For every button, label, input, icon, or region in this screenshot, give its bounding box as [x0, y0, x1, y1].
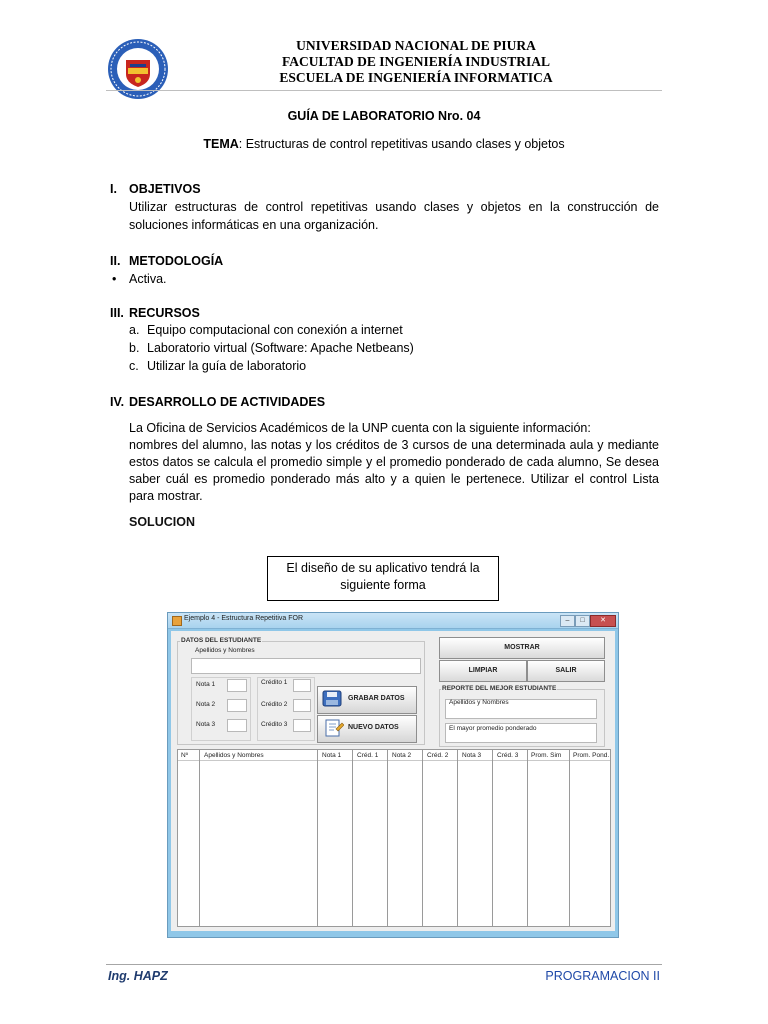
callout-line-2: siguiente forma	[340, 578, 426, 592]
recurso-item-c: Utilizar la guía de laboratorio	[147, 359, 307, 373]
column-apellidos	[200, 750, 318, 926]
guide-title: GUÍA DE LABORATORIO Nro. 04	[287, 109, 481, 123]
java-app-icon	[172, 616, 182, 626]
desarrollo-line-4: saber cuál es promedio ponderado más alto y a quien le pertenece. Utilizar el control Lista	[129, 472, 659, 486]
column-numero	[178, 750, 200, 926]
column-prom-pond	[570, 750, 610, 926]
new-document-icon	[322, 719, 344, 737]
university-name: UNIVERSIDAD NACIONAL DE PIURA	[296, 38, 536, 53]
nota1-label: Nota 1	[196, 681, 216, 688]
mostrar-button[interactable]: MOSTRAR	[439, 637, 605, 659]
credito3-input[interactable]	[293, 719, 311, 732]
recurso-item-b: Laboratorio virtual (Software: Apache Netbeans)	[147, 341, 414, 355]
desarrollo-line-5: para mostrar.	[129, 489, 203, 503]
limpiar-button[interactable]: LIMPIAR	[439, 660, 527, 682]
apellidos-label: Apellidos y Nombres	[195, 647, 255, 654]
credito3-label: Crédito 3	[261, 721, 288, 728]
section-title-objetivos: OBJETIVOS	[129, 182, 201, 196]
salir-button[interactable]: SALIR	[527, 660, 605, 682]
nuevo-datos-label: NUEVO DATOS	[348, 724, 399, 731]
credito2-input[interactable]	[293, 699, 311, 712]
column-header-cred2: Créd. 2	[427, 752, 449, 759]
app-window	[167, 612, 619, 938]
datos-estudiante-title: DATOS DEL ESTUDIANTE	[181, 637, 262, 644]
grabar-datos-button[interactable]	[317, 686, 417, 714]
column-header-apellidos: Apellidos y Nombres	[204, 752, 264, 759]
recurso-marker-b: b.	[129, 341, 140, 355]
apellidos-input[interactable]	[191, 658, 421, 674]
section-number-objetivos: I.	[110, 182, 117, 196]
column-nota2	[388, 750, 423, 926]
section-number-recursos: III.	[110, 306, 124, 320]
save-disk-icon	[322, 690, 344, 708]
footer-course: PROGRAMACION II	[545, 969, 660, 983]
column-nota1	[318, 750, 353, 926]
column-header-numero: Nº	[181, 752, 189, 759]
credito1-input[interactable]	[293, 679, 311, 692]
column-header-prom-sim: Prom. Sim	[531, 752, 562, 759]
students-list[interactable]	[177, 749, 611, 927]
callout-line-1: El diseño de su aplicativo tendrá la	[286, 561, 480, 575]
column-header-cred3: Créd. 3	[497, 752, 519, 759]
minimize-icon[interactable]: –	[560, 615, 575, 627]
footer-divider	[106, 964, 662, 965]
column-header-nota1: Nota 1	[322, 752, 342, 759]
reporte-title: REPORTE DEL MEJOR ESTUDIANTE	[442, 685, 557, 692]
section-title-desarrollo: DESARROLLO DE ACTIVIDADES	[129, 395, 326, 409]
column-header-prom-pond: Prom. Pond.	[573, 752, 610, 759]
desarrollo-line-2: nombres del alumno, las notas y los créditos de 3 cursos de una determinada aula y mediante	[129, 438, 659, 452]
window-titlebar	[168, 613, 618, 629]
credito1-label: Crédito 1	[261, 679, 288, 686]
window-client-area	[171, 631, 615, 931]
header-divider	[106, 90, 662, 91]
column-nota3	[458, 750, 493, 926]
nuevo-datos-button[interactable]	[317, 715, 417, 743]
solution-label: SOLUCION	[129, 515, 195, 529]
school-name: ESCUELA DE INGENIERÍA INFORMATICA	[279, 70, 553, 85]
desarrollo-line-3: estos datos se calcula el promedio simple y el promedio ponderado de cada alumno, Se desea	[129, 455, 659, 469]
column-cred3	[493, 750, 528, 926]
section-title-metodologia: METODOLOGÍA	[129, 254, 224, 268]
nota3-label: Nota 3	[196, 721, 216, 728]
metodologia-item: Activa.	[129, 272, 167, 286]
design-callout-box	[267, 556, 499, 601]
section-title-recursos: RECURSOS	[129, 306, 200, 320]
column-header-nota3: Nota 3	[462, 752, 482, 759]
window-title: Ejemplo 4 - Estructura Repetitiva FOR	[184, 615, 304, 622]
grabar-datos-label: GRABAR DATOS	[348, 695, 405, 702]
footer-author: Ing. HAPZ	[108, 969, 168, 983]
credito2-label: Crédito 2	[261, 701, 288, 708]
nota3-input[interactable]	[227, 719, 247, 732]
objetivos-line-1: Utilizar estructuras de control repetitivas usando clases y objetos en la construcción de	[129, 200, 659, 214]
faculty-name: FACULTAD DE INGENIERÍA INDUSTRIAL	[282, 54, 550, 69]
nota2-label: Nota 2	[196, 701, 216, 708]
objetivos-line-2: soluciones informáticas en una organización.	[129, 218, 379, 232]
column-cred1	[353, 750, 388, 926]
recurso-item-a: Equipo computacional con conexión a internet	[147, 323, 403, 337]
recurso-marker-a: a.	[129, 323, 140, 337]
maximize-icon[interactable]: □	[575, 615, 590, 627]
close-icon[interactable]: ✕	[590, 615, 616, 627]
column-prom-sim	[528, 750, 570, 926]
topic-label: TEMA	[203, 137, 239, 151]
recurso-marker-c: c.	[129, 359, 139, 373]
column-header-nota2: Nota 2	[392, 752, 412, 759]
mejor-apellidos-label: Apellidos y Nombres	[449, 699, 509, 706]
topic-text: : Estructuras de control repetitivas usando clases y objetos	[238, 137, 565, 151]
bullet-icon: •	[112, 272, 117, 286]
column-header-cred1: Créd. 1	[357, 752, 379, 759]
nota2-input[interactable]	[227, 699, 247, 712]
mayor-promedio-label: El mayor promedio ponderado	[449, 725, 537, 732]
nota1-input[interactable]	[227, 679, 247, 692]
topic-line	[106, 136, 662, 153]
column-cred2	[423, 750, 458, 926]
desarrollo-line-1: La Oficina de Servicios Académicos de la UNP cuenta con la siguiente información:	[129, 421, 591, 435]
section-number-desarrollo: IV.	[110, 395, 125, 409]
section-number-metodologia: II.	[110, 254, 121, 268]
